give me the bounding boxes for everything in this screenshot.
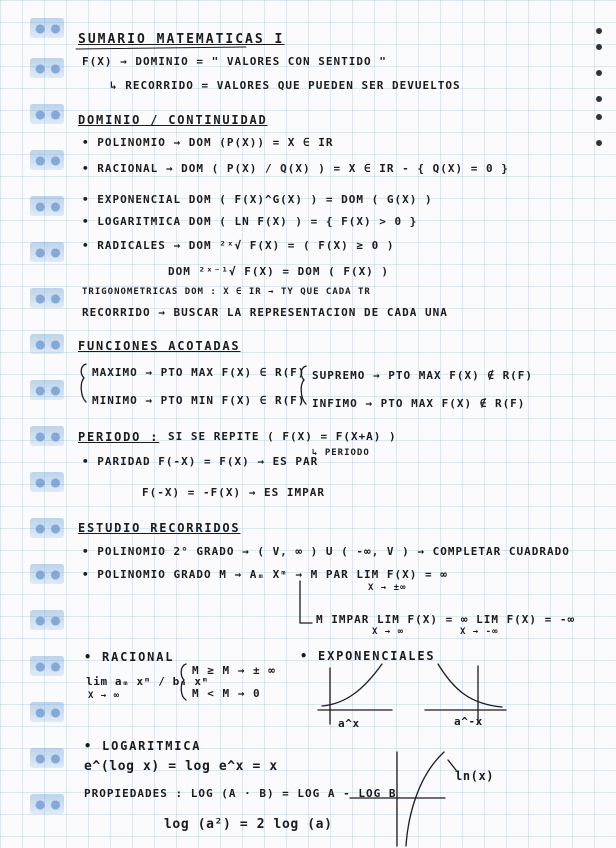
periodo-definition: SI SE REPITE ( F(X) = F(X+A) ): [168, 430, 397, 443]
exp-graph-decay: [425, 664, 506, 724]
section-heading-periodo: PERIODO :: [78, 430, 160, 444]
exp-decay-label: a^-x: [454, 715, 483, 728]
dominio-item: RECORRIDO → BUSCAR LA REPRESENTACION DE CADA UNA: [82, 306, 448, 319]
periodo-note: ↳ PERIODO: [312, 448, 370, 458]
section-heading-recorridos: ESTUDIO RECORRIDOS: [78, 521, 241, 535]
impar-line: F(-X) = -F(X) → ES IMPAR: [142, 486, 325, 499]
racional-case-1: M ≥ M → ± ∞: [192, 664, 276, 677]
exp-graph-growth: [318, 664, 392, 724]
branch-arrow: [300, 581, 312, 623]
brace-left: [81, 364, 86, 402]
acotadas-left-item: MINIMO → PTO MIN F(X) ∈ R(F): [92, 394, 306, 407]
intro-line-1: F(X) → DOMINIO = " VALORES CON SENTIDO ": [82, 55, 387, 68]
recorridos-line: • POLINOMIO GRADO M → Aₘ Xᵐ → M PAR LIM F(X) = ∞: [82, 568, 448, 581]
section-heading-acotadas: FUNCIONES ACOTADAS: [78, 339, 241, 353]
section-heading-racional: • RACIONAL: [84, 650, 175, 664]
dominio-item: • POLINOMIO → DOM (P(X)) = X ∈ IR: [82, 136, 334, 149]
log-graph: [350, 752, 456, 846]
dominio-item: • RACIONAL → DOM ( P(X) / Q(X) ) = X ∈ IR - { Q(X) = 0 }: [82, 162, 509, 175]
recorridos-limit-subscript: X → -∞: [460, 627, 499, 637]
recorridos-limit-subscript: X → ∞: [372, 627, 405, 637]
dominio-item: • LOGARITMICA DOM ( LN F(X) ) = { F(X) > 0 }: [82, 215, 418, 228]
recorridos-line: • POLINOMIO 2° GRADO → ( V, ∞ ) U ( -∞, V ) → COMPLETAR CUADRADO: [82, 545, 570, 558]
racional-brace: [181, 664, 186, 700]
title-underline: [76, 47, 246, 49]
brace-right: [301, 366, 306, 404]
page-title: SUMARIO MATEMATICAS I: [78, 32, 285, 47]
racional-limit-subscript: X → ∞: [88, 691, 121, 701]
section-heading-dominio: DOMINIO / CONTINUIDAD: [78, 113, 268, 127]
acotadas-right-item: SUPREMO → PTO MAX F(X) ∉ R(F): [312, 369, 534, 382]
ln-curve-label: ln(x): [455, 769, 495, 783]
racional-case-2: M < M → 0: [192, 687, 261, 700]
acotadas-left-item: MAXIMO → PTO MAX F(X) ∈ R(F): [92, 366, 306, 379]
acotadas-right-item: INFIMO → PTO MAX F(X) ∉ R(F): [312, 397, 526, 410]
paridad-line: • PARIDAD F(-X) = F(X) → ES PAR: [82, 455, 319, 468]
exp-growth-label: a^x: [338, 717, 360, 730]
log-identity: e^(log x) = log e^x = x: [84, 759, 278, 774]
intro-line-2: ↳ RECORRIDO = VALORES QUE PUEDEN SER DEVUELTOS: [110, 79, 461, 92]
dominio-item: • EXPONENCIAL DOM ( F(X)^G(X) ) = DOM ( G(X) ): [82, 193, 433, 206]
dominio-item: DOM ²ˣ⁻¹√ F(X) = DOM ( F(X) ): [168, 265, 390, 278]
log-properties: PROPIEDADES : LOG (A · B) = LOG A - LOG B: [84, 787, 397, 800]
log-property-2: log (a²) = 2 log (a): [164, 817, 333, 832]
section-heading-exponenciales: • EXPONENCIALES: [300, 649, 436, 663]
recorridos-limit-subscript: X → ±∞: [368, 583, 407, 593]
recorridos-line: M IMPAR LIM F(X) = ∞ LIM F(X) = -∞: [316, 613, 576, 626]
racional-limit-expression: lim aₘ xᵐ / bₘ xᵐ: [86, 675, 209, 688]
section-heading-logaritmica: • LOGARITMICA: [84, 739, 202, 753]
dominio-item: TRIGONOMETRICAS DOM : X ∈ IR → TY QUE CADA TR: [82, 287, 371, 297]
dominio-item: • RADICALES → DOM ²ˣ√ F(X) = ( F(X) ≥ 0 ): [82, 239, 395, 252]
